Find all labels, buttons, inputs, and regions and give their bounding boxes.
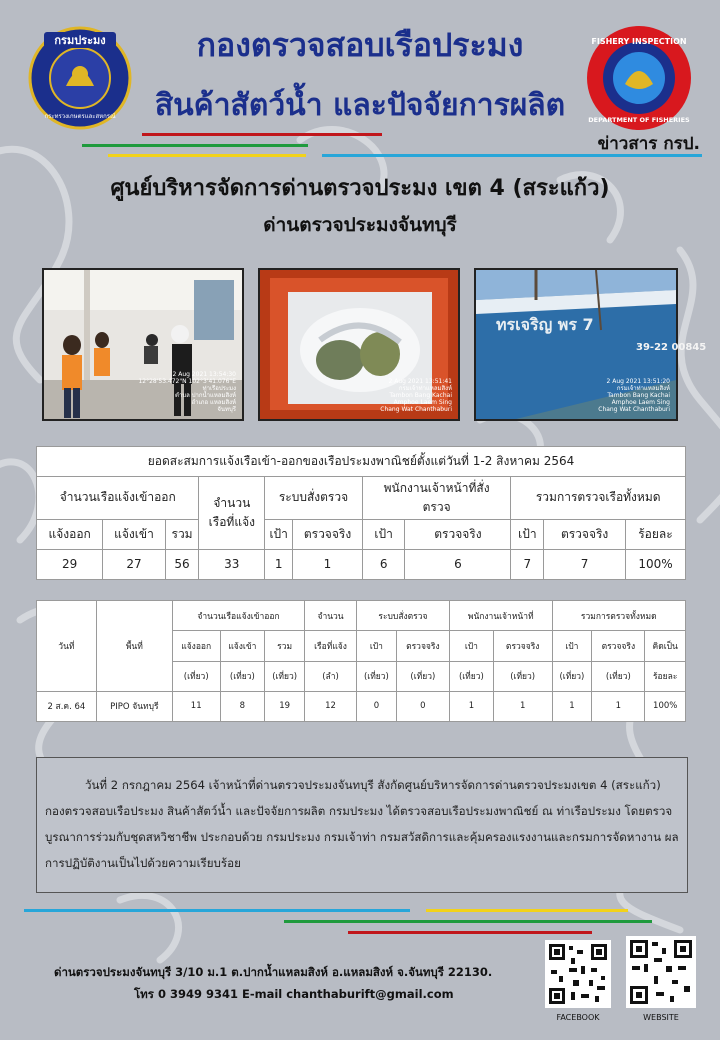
- table1-subheader: ตรวจจริง: [544, 519, 626, 549]
- fisheries-department-logo: [28, 26, 132, 130]
- table2-group: พนักงานเจ้าหน้าที่: [449, 601, 552, 631]
- table1-group: จำนวน เรือที่แจ้ง: [199, 477, 265, 550]
- photo-stamp: 2 Aug 2021 13:51:20 กรมเจ้าท่าแหลมสิงห์ Tambon Bang Kachai Amphoe Laem Sing Chang Wat Chanthaburi: [598, 378, 670, 413]
- table1-cell: 27: [103, 549, 165, 579]
- table1-cell: 33: [199, 549, 265, 579]
- photo-fish-ice-box: [258, 268, 460, 421]
- table2-unit: (เที่ยว): [172, 661, 220, 691]
- divider-yellow: [426, 909, 628, 912]
- table2-group: รวมการตรวจทั้งหมด: [552, 601, 685, 631]
- photo-stamp: 2 Aug 2021 13:54:30 12°28'53.472"N 102°3'41.076"E ท่าเรือประมง ตำบล ปากน้ำแหลมสิงห์ อำเภอ แหลมสิงห์ จันทบุรี: [138, 371, 236, 413]
- photo-fishing-boat: [474, 268, 707, 421]
- table2-date-header: วันที่: [37, 601, 97, 692]
- table2-unit: (เที่ยว): [357, 661, 397, 691]
- table1-subheader: เป้า: [265, 519, 293, 549]
- facebook-label: FACEBOOK: [556, 1013, 600, 1022]
- divider-red: [142, 133, 382, 136]
- table1-cell: 6: [362, 549, 405, 579]
- table1-subheader: ตรวจจริง: [405, 519, 511, 549]
- boat-registration: 39-22 00845: [636, 342, 707, 353]
- table2-unit: (เที่ยว): [493, 661, 552, 691]
- table2-unit: (เที่ยว): [592, 661, 645, 691]
- table2-subheader: เป้า: [552, 631, 592, 661]
- table2-subheader: คิดเป็น: [645, 631, 686, 661]
- photo-stamp: 2 Aug 2021 13:51:41 กรมเจ้าท่าแหลมสิงห์ Tambon Bang Kachai Amphoe Laem Sing Chang Wat Chanthaburi: [380, 378, 452, 413]
- table2-unit: ร้อยละ: [645, 661, 686, 691]
- table2-unit: (ลำ): [305, 661, 357, 691]
- daily-stats-table: [36, 600, 686, 722]
- table1-cell: 7: [511, 549, 544, 579]
- table2-cell: 1: [449, 691, 493, 721]
- page-title-line1: กองตรวจสอบเรือประมง: [196, 26, 524, 64]
- table1-subheader: ร้อยละ: [625, 519, 685, 549]
- table2-unit: (เที่ยว): [449, 661, 493, 691]
- divider-red: [348, 931, 592, 934]
- table2-group: จำนวนเรือแจ้งเข้าออก: [172, 601, 304, 631]
- page-title-line2: สินค้าสัตว์น้ำ และปัจจัยการผลิต: [154, 88, 566, 123]
- table2-cell: 0: [357, 691, 397, 721]
- table2-cell: 2 ส.ค. 64: [37, 691, 97, 721]
- table1-cell: 100%: [625, 549, 685, 579]
- photo-officers-inspection: [42, 268, 244, 421]
- table2-cell: 19: [265, 691, 305, 721]
- table2-subheader: ตรวจจริง: [396, 631, 449, 661]
- table2-subheader: รวม: [265, 631, 305, 661]
- table1-subheader: แจ้งเข้า: [103, 519, 165, 549]
- table2-cell: 1: [592, 691, 645, 721]
- fishery-inspection-logo: [585, 24, 693, 132]
- table1-cell: 56: [165, 549, 199, 579]
- logo-left-subtext: กระทรวงเกษตรและสหกรณ์: [44, 113, 116, 120]
- table2-subheader: เป้า: [449, 631, 493, 661]
- table1-subheader: ตรวจจริง: [293, 519, 363, 549]
- logo-right-text: FISHERY INSPECTION: [591, 37, 687, 46]
- table2-cell: 11: [172, 691, 220, 721]
- logo-right-subtext: DEPARTMENT OF FISHERIES: [588, 116, 690, 124]
- report-paragraph: วันที่ 2 กรกฎาคม 2564 เจ้าหน้าที่ด่านตรวจประมงจันทบุรี สังกัดศูนย์บริหารจัดการด่านตรวจประมงเขต 4 (สระแก้ว) กองตรวจสอบเรือประมง สินค้าสัตว์น้ำ และปัจจัยการผลิต กรมประมง ได้ตรวจสอบเรือประมงพาณิชย์ ณ ท่าเรือประมง โดยตรวจบูรณาการร่วมกับชุดสหวิชาชีพ ประกอบด้วย กรมประมง กรมเจ้าท่า กรมสวัสดิการและคุ้มครองแรงงานและกรมการจัดหางาน ผลการปฏิบัติงานเป็นไปด้วยความเรียบร้อย: [45, 778, 679, 870]
- divider-green: [82, 144, 308, 147]
- table1-subheader: เป้า: [511, 519, 544, 549]
- table2-unit: (เที่ยว): [552, 661, 592, 691]
- table1-subheader: เป้า: [362, 519, 405, 549]
- table2-cell: 1: [552, 691, 592, 721]
- divider-cyan: [24, 909, 410, 912]
- table1-title: ยอดสะสมการแจ้งเรือเข้า-ออกของเรือประมงพาณิชย์ตั้งแต่วันที่ 1-2 สิงหาคม 2564: [37, 447, 686, 477]
- table2-cell: 0: [396, 691, 449, 721]
- table2-unit: (เที่ยว): [220, 661, 265, 691]
- table1-cell: 1: [293, 549, 363, 579]
- table2-subheader: แจ้งออก: [172, 631, 220, 661]
- divider-yellow: [108, 154, 306, 157]
- table2-cell: 12: [305, 691, 357, 721]
- table2-group: ระบบสั่งตรวจ: [357, 601, 450, 631]
- table2-cell: 1: [493, 691, 552, 721]
- table2-subheader: ตรวจจริง: [592, 631, 645, 661]
- table2-cell: 100%: [645, 691, 686, 721]
- table1-cell: 6: [405, 549, 511, 579]
- divider-cyan: [322, 154, 702, 157]
- station-heading: ด่านตรวจประมงจันทบุรี: [263, 214, 457, 236]
- table2-subheader: ตรวจจริง: [493, 631, 552, 661]
- table1-group: รวมการตรวจเรือทั้งหมด: [511, 477, 686, 519]
- facebook-qr-code[interactable]: [545, 940, 611, 1008]
- report-paragraph-box: [36, 757, 688, 893]
- table1-cell: 1: [265, 549, 293, 579]
- divider-green: [284, 920, 652, 923]
- table2-unit: (เที่ยว): [265, 661, 305, 691]
- table1-group: ระบบสั่งตรวจ: [265, 477, 363, 519]
- website-label: WEBSITE: [643, 1013, 679, 1022]
- table1-group: พนักงานเจ้าหน้าที่สั่ง ตรวจ: [362, 477, 511, 519]
- table2-area-header: พื้นที่: [96, 601, 172, 692]
- center-heading: ศูนย์บริหารจัดการด่านตรวจประมง เขต 4 (สระแก้ว): [110, 176, 610, 201]
- table1-cell: 7: [544, 549, 626, 579]
- table2-subheader: เรือที่แจ้ง: [305, 631, 357, 661]
- table1-subheader: รวม: [165, 519, 199, 549]
- logo-left-text: กรมประมง: [54, 34, 106, 47]
- cumulative-stats-table: [36, 446, 686, 580]
- table2-subheader: เป้า: [357, 631, 397, 661]
- table1-group: จำนวนเรือแจ้งเข้าออก: [37, 477, 199, 519]
- table2-cell: PIPO จันทบุรี: [96, 691, 172, 721]
- footer-contact: โทร 0 3949 9341 E-mail chanthaburift@gmail.com: [134, 987, 454, 1001]
- table2-cell: 8: [220, 691, 265, 721]
- boat-hull-text: ทรเจริญ พร 7: [496, 315, 594, 334]
- table1-cell: 29: [37, 549, 103, 579]
- table2-group: จำนวน: [305, 601, 357, 631]
- table1-subheader: แจ้งออก: [37, 519, 103, 549]
- news-label: ข่าวสาร กรป.: [597, 134, 700, 154]
- website-qr-code[interactable]: [626, 936, 696, 1008]
- table2-unit: (เที่ยว): [396, 661, 449, 691]
- footer-address: ด่านตรวจประมงจันทบุรี 3/10 ม.1 ต.ปากน้ำแหลมสิงห์ อ.แหลมสิงห์ จ.จันทบุรี 22130.: [54, 965, 493, 979]
- table2-subheader: แจ้งเข้า: [220, 631, 265, 661]
